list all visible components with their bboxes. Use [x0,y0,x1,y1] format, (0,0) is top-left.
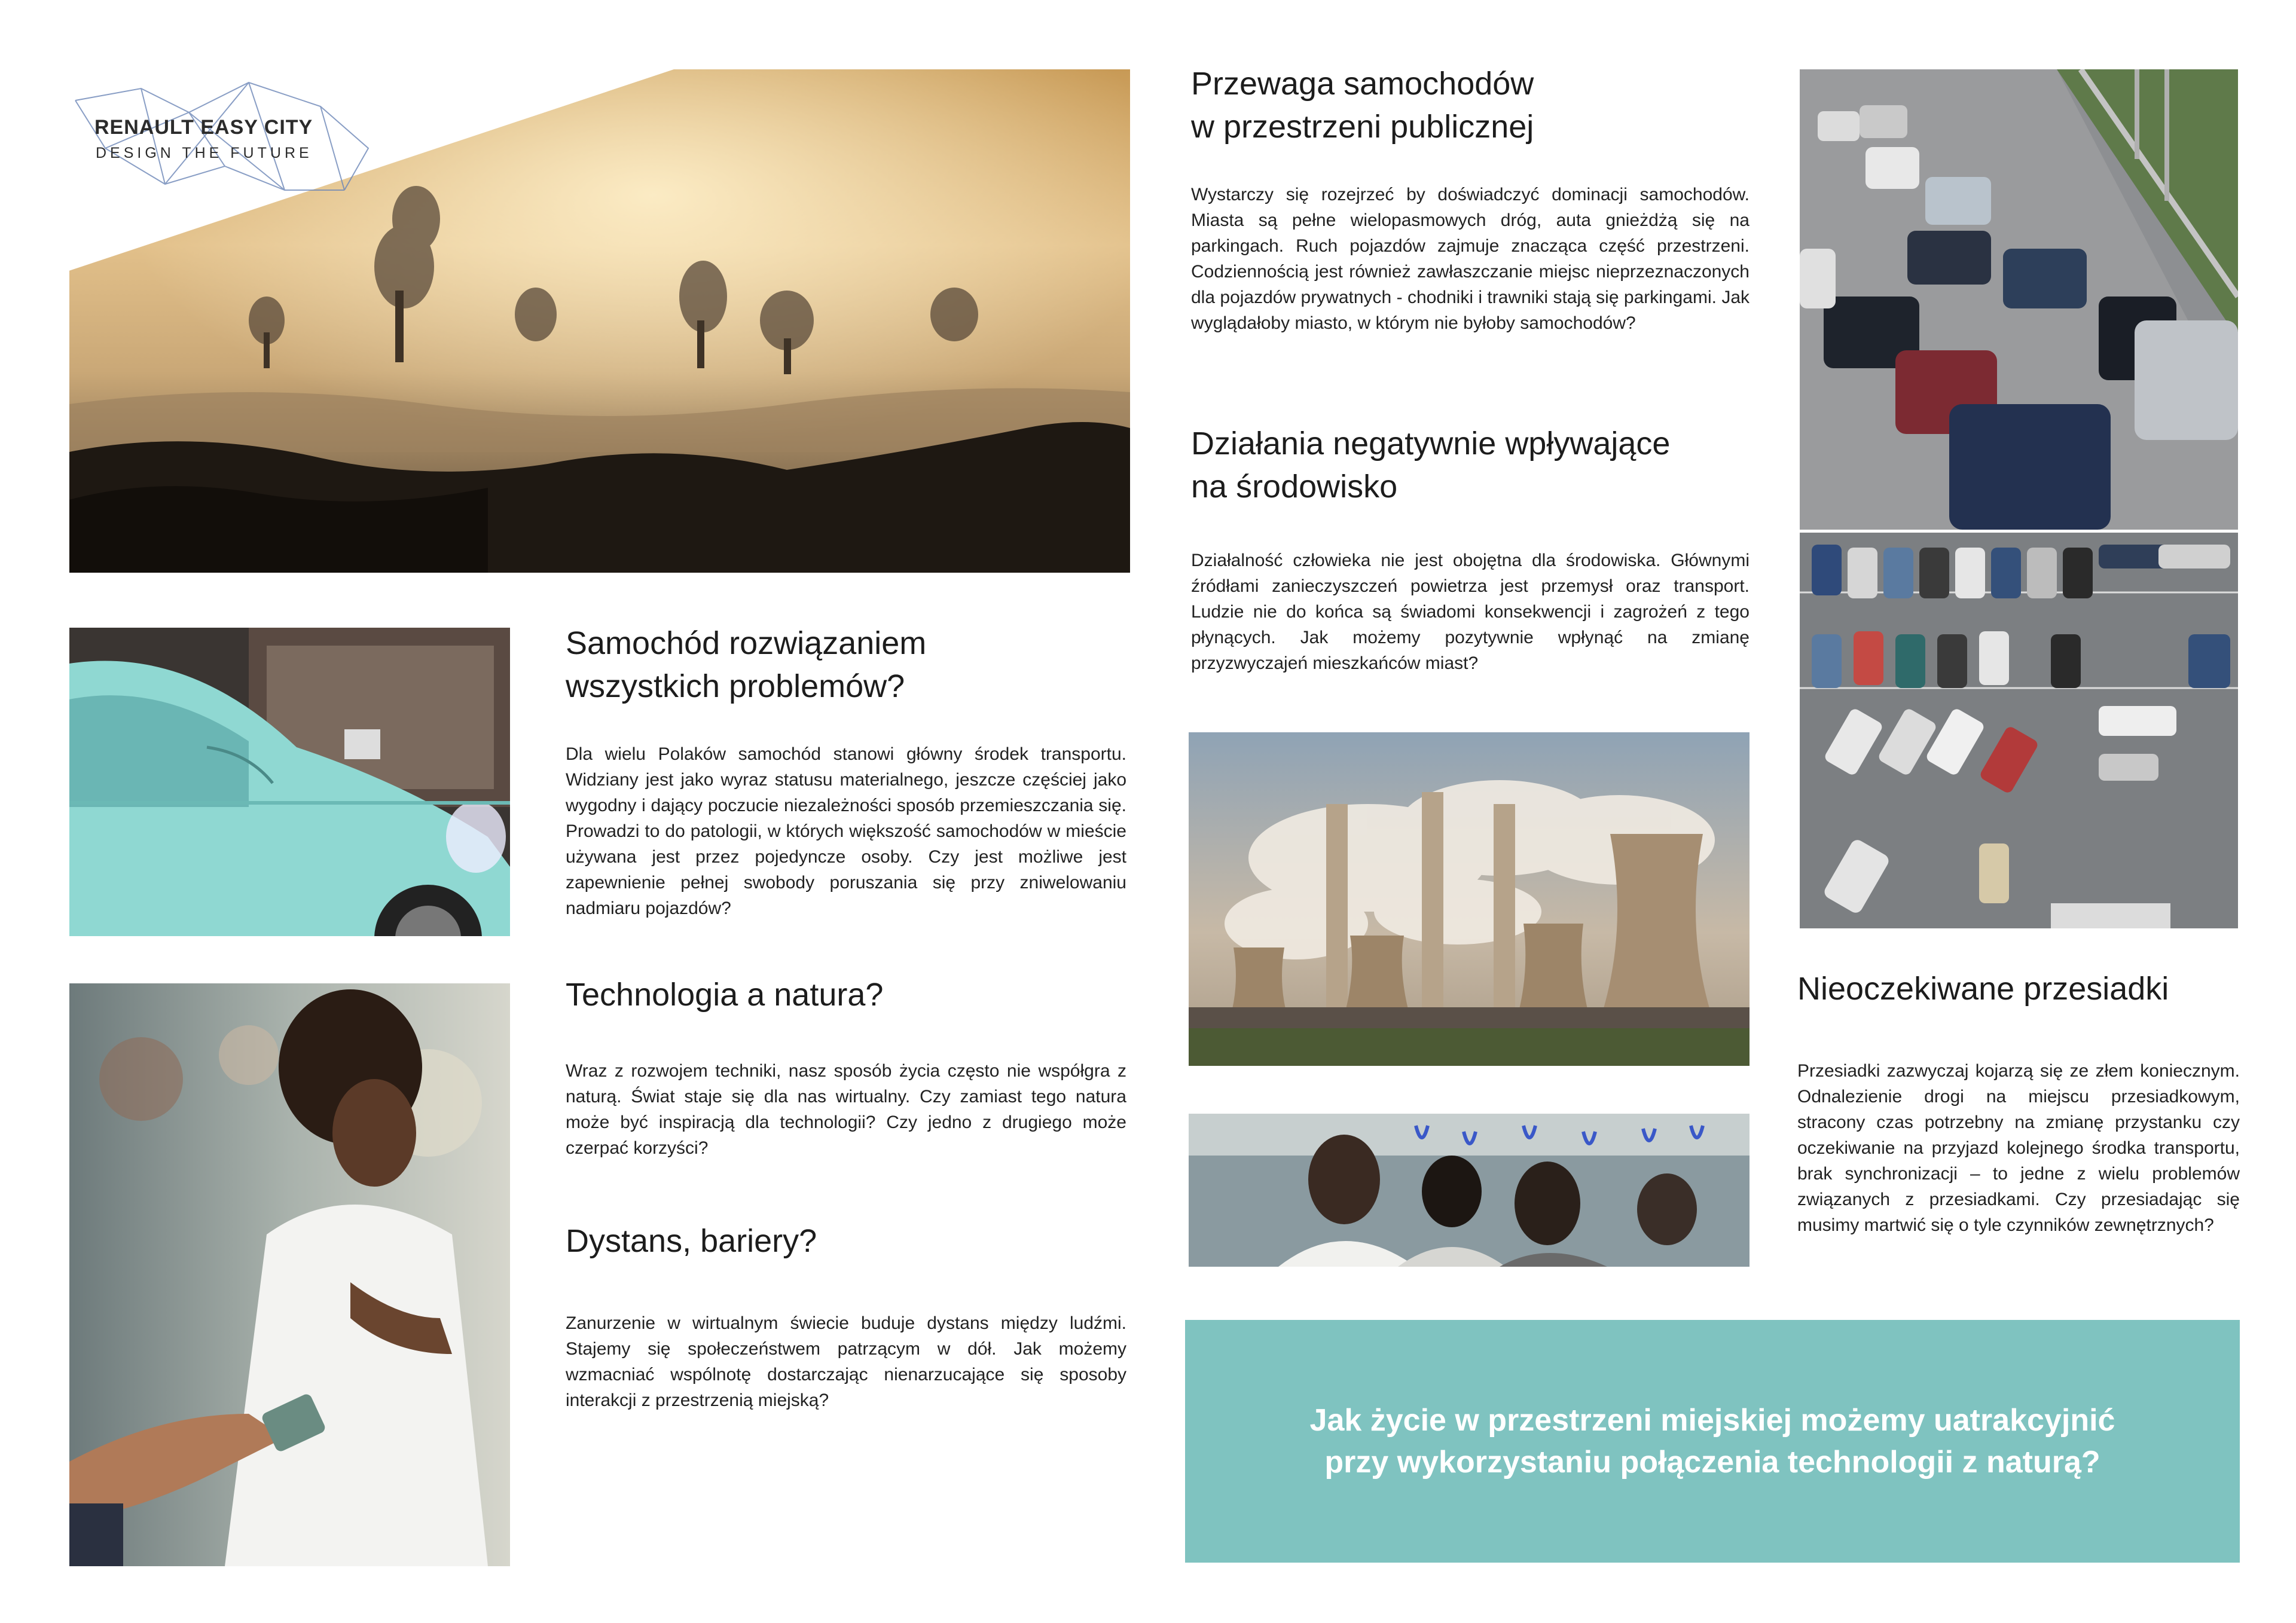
heading-line-1: Przewaga samochodów [1191,66,1534,102]
turquoise-car-photo [69,628,510,936]
logo-subtitle: DESIGN THE FUTURE [96,145,313,161]
section-body: Działalność człowieka nie jest obojętna dla środowiska. Głównymi źródłami zanieczyszczeń powietrza jest przemysł oraz transport. Ludzie nie do końca są świadomi konsekwencji i zagrożeń z tego płynących. Jak możemy pozytywnie wpłynąć na zmianę przyzwyczajeń mieszkańców miast? [1191,551,1750,673]
cta-line-2: przy wykorzystaniu połączenia technologii z naturą? [1324,1445,2100,1480]
section-technologia [566,973,1126,1161]
section-dystans [566,1219,1126,1413]
section-body: Przesiadki zazwyczaj kojarzą się ze złem koniecznym. Odnalezienie drogi na miejscu przesiadkowym, stracony czas potrzebny na zmianę przystanku czy oczekiwanie na przyjazd kolejnego środka transportu, brak synchronizacji – to jedne z wielu problemów związanych z przesiadkami. Czy przesiadając się musimy martwić się o tyle czynników zewnętrznych? [1797,1061,2240,1235]
section-przesiadki [1797,967,2240,1238]
heading-line-2: na środowisko [1191,469,1398,505]
logo [69,77,380,196]
section-heading [1191,422,1750,508]
section-body: Zanurzenie w wirtualnym świecie buduje dystans między ludźmi. Stajemy się społeczeństwem patrzącym w dół. Jak możemy wzmacniać wspólnotę dostarczając nienarzucające się sposoby interakcji z przestrzenią miejską? [566,1313,1126,1410]
section-przewaga [1191,62,1750,336]
cta-question [1310,1399,2115,1483]
woman-phone-photo [69,983,510,1566]
heading-line-2: wszystkich problemów? [566,668,905,704]
traffic-jam-photo [1800,69,2238,530]
section-heading [1191,62,1750,148]
section-body: Wystarczy się rozejrzeć by doświadczyć dominacji samochodów. Miasta są pełne wielopasmowych dróg, auta gnieżdżą się na parkingach. Ruch pojazdów zajmuje znacząca część przestrzeni. Codziennością jest również zawłaszczanie miejsc nieprzeznaczonych dla pojazdów prywatnych - chodniki i trawniki stają się parkingami. Jak wyglądałoby miasto, w którym nie byłoby samochodów? [1191,185,1750,333]
cta-banner [1185,1320,2240,1563]
section-heading: Dystans, bariery? [566,1223,817,1259]
heading-line-1: Działania negatywnie wpływające [1191,426,1671,461]
power-plant-photo [1189,732,1750,1066]
section-heading [566,622,1126,708]
heading-line-2: w przestrzeni publicznej [1191,109,1534,145]
logo-title: RENAULT EASY CITY [94,116,313,139]
section-body: Wraz z rozwojem techniki, nasz sposób życia często nie współgra z naturą. Świat staje się dla nas wirtualny. Czy zamiast tego natura może być inspiracją dla technologii? Czy jedno z drugiego może czerpać korzyści? [566,1061,1126,1158]
section-heading: Technologia a natura? [566,977,884,1013]
section-heading: Nieoczekiwane przesiadki [1797,971,2169,1007]
cta-line-1: Jak życie w przestrzeni miejskiej możemy uatrakcyjnić [1309,1403,2115,1438]
section-samochod [566,622,1126,921]
commuters-photo [1189,1114,1750,1267]
parking-lot-photo [1800,533,2238,928]
heading-line-1: Samochód rozwiązaniem [566,625,927,661]
section-body: Dla wielu Polaków samochód stanowi główny środek transportu. Widziany jest jako wyraz statusu materialnego, jeszcze częściej jako wygodny i dający poczucie niezależności sposób przemieszczania się. Prowadzi to do patologii, w których większość samochodów w mieście używana jest przez pojedyncze osoby. Czy jest możliwe jest zapewnienie pełnej swobody poruszania się przy zniwelowaniu nadmiaru pojazdów? [566,744,1126,918]
section-dzialania [1191,422,1750,676]
